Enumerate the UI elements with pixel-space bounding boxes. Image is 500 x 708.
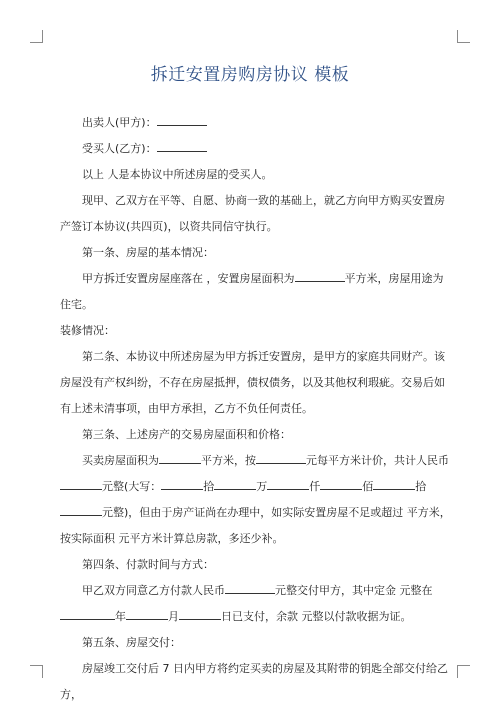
total-price-blank [60,477,102,490]
article-3-text-b: 平方米，按 [201,454,256,467]
ten-thousand-tens-blank [161,477,203,490]
crop-mark-bottom-right [457,665,470,678]
article-2-paragraph: 第二条、本协议中所述房屋为甲方拆迁安置房，是甲方的家庭共同财产。该房屋没有产权纠纷，不存在房屋抵押，债权债务，以及其他权利瑕疵。交易后如有上述未清事项，由甲方承担，乙方不负任何责任。 [60,350,445,415]
article-1-title: 第一条、房屋的基本情况： [82,246,214,259]
crop-mark-bottom-left [30,665,43,678]
ten-thousand-blank [214,477,256,490]
article-4-text-a: 甲乙双方同意乙方付款人民币 [82,584,225,597]
article-3-text-j: 元整)，但由于房产证尚在办理中，如实际安置房屋不足或超过 平方米，按实际面积 元平方米计算总房款，多还少补。 [60,506,451,545]
month-blank [126,607,168,620]
article-3-text-h: 佰 [362,480,374,493]
article-3-text-g: 仟 [309,480,321,493]
buyer-line [60,136,452,162]
crop-mark-top-right [457,30,470,43]
buyer-label: 受买人(乙方)： [82,142,157,155]
units-blank [60,503,102,516]
article-1-text-a: 甲方拆迁安置房屋座落在 ，安置房屋面积为 [82,272,295,285]
article-5-paragraph: 房屋竣工交付后 7 日内甲方将约定买卖的房屋及其附带的钥匙全部交付给乙方， [60,662,448,701]
seller-label: 出卖人(甲方)： [82,116,157,129]
article-3-paragraph [60,448,452,552]
year-blank [90,607,115,620]
intro-paragraph: 现甲、乙双方在平等、自愿、协商一致的基础上，就乙方向甲方购买安置房产签订本协议(共四页)，以资共同信守执行。 [60,194,445,233]
article-1-decoration: 装修情况： [60,324,115,337]
article-4-paragraph [60,578,452,630]
thousand-blank [267,477,309,490]
hundred-blank [320,477,362,490]
article-3-title: 第三条、上述房产的交易房屋面积和价格： [82,428,291,441]
document-title: 拆迁安置房购房协议 模板 [150,65,350,85]
article-4-text-e: 日已支付，余款 元整以付款收据为证。 [221,610,412,623]
buyer-blank [157,139,207,152]
tens-blank [373,477,415,490]
article-3-text-i: 拾 [415,480,427,493]
article-3-text-e: 拾 [203,480,215,493]
article-4-text-d: 月 [168,610,179,623]
seller-blank [157,113,207,126]
article-4-text-b: 元整交付甲方，其中定金 元整在 [275,584,433,597]
crop-mark-top-left [30,30,43,43]
article-1-location [60,266,452,318]
article-5-title: 第五条、房屋交付： [82,636,181,649]
seller-line [60,110,452,136]
day-blank [179,607,221,620]
area-blank [295,269,345,282]
article-3-text-a: 买卖房屋面积为 [82,454,159,467]
article-1-text-b: 平方米，房屋用途为住宅。 [60,272,444,311]
document-body [60,110,452,708]
article-3-text-c: 元每平方米计价，共计人民币 [306,454,449,467]
trade-area-blank [159,451,201,464]
unit-price-blank [256,451,306,464]
year-prefix-blank [60,607,90,620]
payment-amount-blank [225,581,275,594]
article-4-text-c: 年 [115,610,126,623]
article-3-text-f: 万 [256,480,268,493]
article-4-title: 第四条、付款时间与方式： [82,558,214,571]
buyer-note: 以上 人是本协议中所述房屋的受买人。 [82,168,273,181]
article-3-text-d: 元整(大写： [102,480,162,493]
